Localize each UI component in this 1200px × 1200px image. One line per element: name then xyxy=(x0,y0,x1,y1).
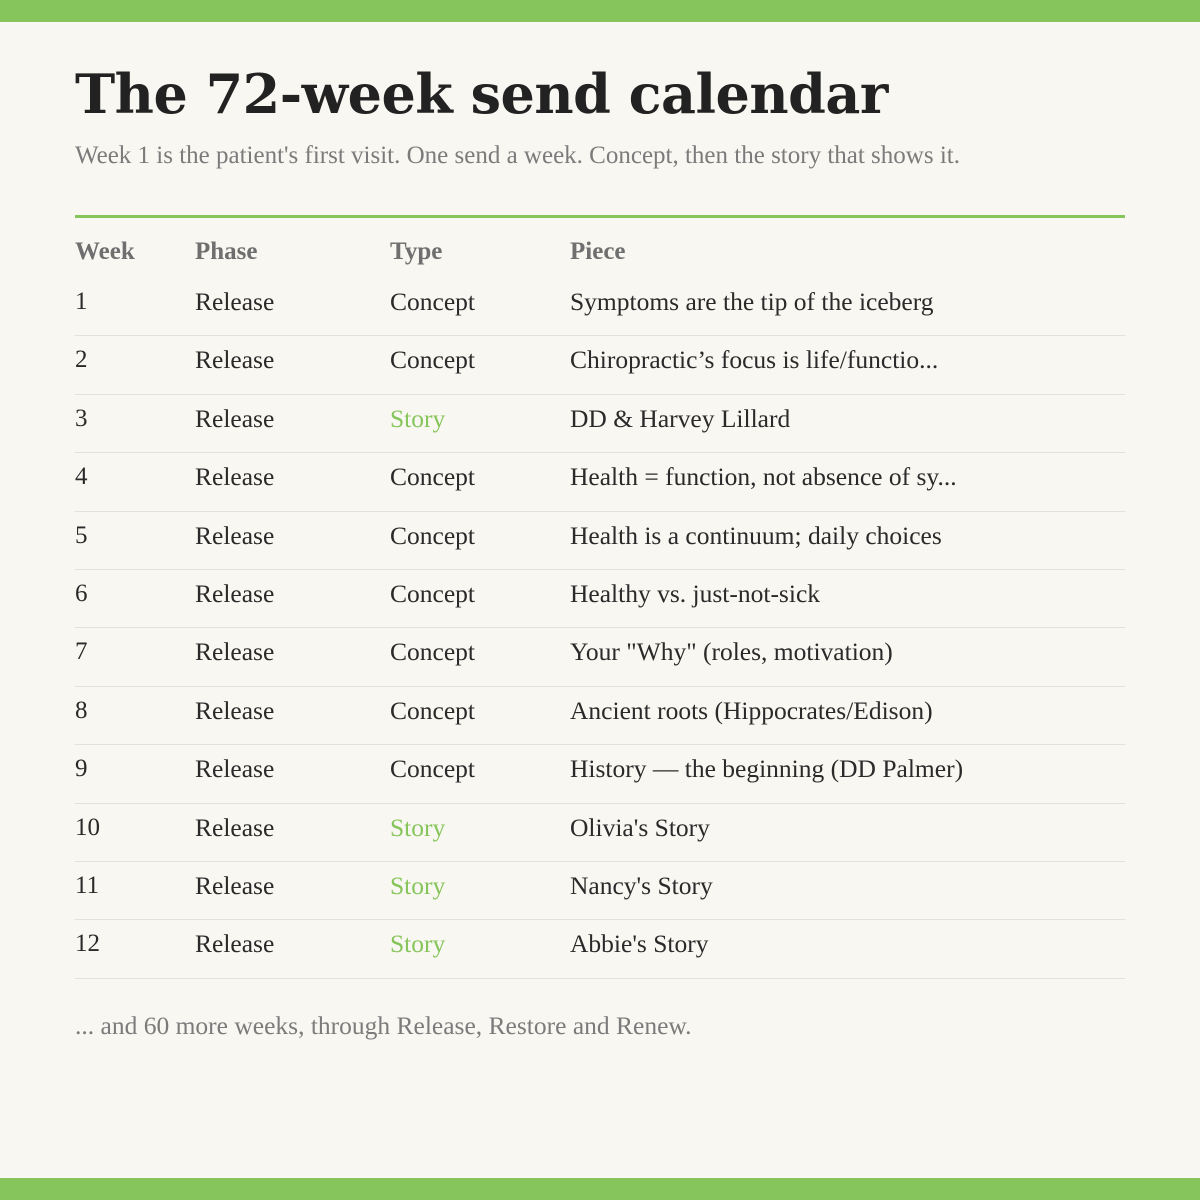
page-title: The 72-week send calendar xyxy=(75,62,888,126)
table-row xyxy=(75,745,1125,803)
footer-note: ... and 60 more weeks, through Release, Restore and Renew. xyxy=(75,1011,692,1040)
table-row xyxy=(75,628,1125,686)
piece-cell: DD & Harvey Lillard xyxy=(570,403,791,433)
phase-cell: Release xyxy=(195,812,275,842)
table-row xyxy=(75,920,1125,978)
table-row xyxy=(75,862,1125,920)
week-cell: 8 xyxy=(75,696,88,724)
week-cell: 1 xyxy=(75,288,88,315)
week-cell: 2 xyxy=(75,346,88,374)
table-row xyxy=(75,512,1125,570)
type-cell: Concept xyxy=(390,520,475,550)
week-cell: 4 xyxy=(75,463,88,491)
column-header-phase: Phase xyxy=(195,238,258,265)
type-cell: Concept xyxy=(390,754,475,784)
week-cell: 12 xyxy=(75,930,100,958)
phase-cell: Release xyxy=(195,462,275,492)
piece-cell: Health = function, not absence of sy... xyxy=(570,462,957,492)
piece-cell: Health is a continuum; daily choices xyxy=(570,520,942,550)
phase-cell: Release xyxy=(195,870,275,900)
type-cell: Story xyxy=(390,812,446,842)
phase-cell: Release xyxy=(195,754,275,784)
type-cell: Concept xyxy=(390,462,475,492)
table-row xyxy=(75,570,1125,628)
phase-cell: Release xyxy=(195,403,275,433)
type-cell: Story xyxy=(390,403,446,433)
header-divider xyxy=(75,215,1125,218)
phase-cell: Release xyxy=(195,287,275,316)
week-cell: 6 xyxy=(75,579,88,607)
type-cell: Story xyxy=(390,870,446,900)
table-header xyxy=(75,234,1125,278)
table-row xyxy=(75,278,1125,336)
week-cell: 3 xyxy=(75,404,88,432)
piece-cell: Symptoms are the tip of the iceberg xyxy=(570,287,934,316)
column-header-piece: Piece xyxy=(570,238,626,265)
piece-cell: Ancient roots (Hippocrates/Edison) xyxy=(570,695,933,725)
week-cell: 7 xyxy=(75,638,88,666)
type-cell: Concept xyxy=(390,695,475,725)
bottom-accent-bar xyxy=(0,1178,1200,1200)
week-cell: 9 xyxy=(75,755,88,783)
type-cell: Concept xyxy=(390,345,475,375)
piece-cell: Nancy's Story xyxy=(570,870,713,900)
phase-cell: Release xyxy=(195,637,275,667)
phase-cell: Release xyxy=(195,578,275,608)
piece-cell: Olivia's Story xyxy=(570,812,710,842)
type-cell: Concept xyxy=(390,578,475,608)
phase-cell: Release xyxy=(195,345,275,375)
table-body xyxy=(75,278,1125,979)
table-row xyxy=(75,453,1125,511)
column-header-type: Type xyxy=(390,238,443,265)
piece-cell: History — the beginning (DD Palmer) xyxy=(570,754,964,784)
type-cell: Concept xyxy=(390,637,475,667)
piece-cell: Healthy vs. just-not-sick xyxy=(570,578,821,608)
piece-cell: Chiropractic’s focus is life/functio... xyxy=(570,345,939,375)
week-cell: 10 xyxy=(75,813,100,841)
table-row xyxy=(75,804,1125,862)
phase-cell: Release xyxy=(195,695,275,725)
phase-cell: Release xyxy=(195,520,275,550)
column-header-week: Week xyxy=(75,238,135,265)
table-row xyxy=(75,687,1125,745)
week-cell: 5 xyxy=(75,521,88,549)
phase-cell: Release xyxy=(195,929,275,959)
piece-cell: Abbie's Story xyxy=(570,929,709,959)
page-subtitle: Week 1 is the patient's first visit. One send a week. Concept, then the story that shows it. xyxy=(75,142,960,169)
type-cell: Story xyxy=(390,929,446,959)
table-row xyxy=(75,395,1125,453)
type-cell: Concept xyxy=(390,287,475,316)
table-row xyxy=(75,336,1125,394)
piece-cell: Your "Why" (roles, motivation) xyxy=(570,637,893,667)
week-cell: 11 xyxy=(75,871,100,899)
send-calendar-table xyxy=(75,234,1125,979)
top-accent-bar xyxy=(0,0,1200,22)
